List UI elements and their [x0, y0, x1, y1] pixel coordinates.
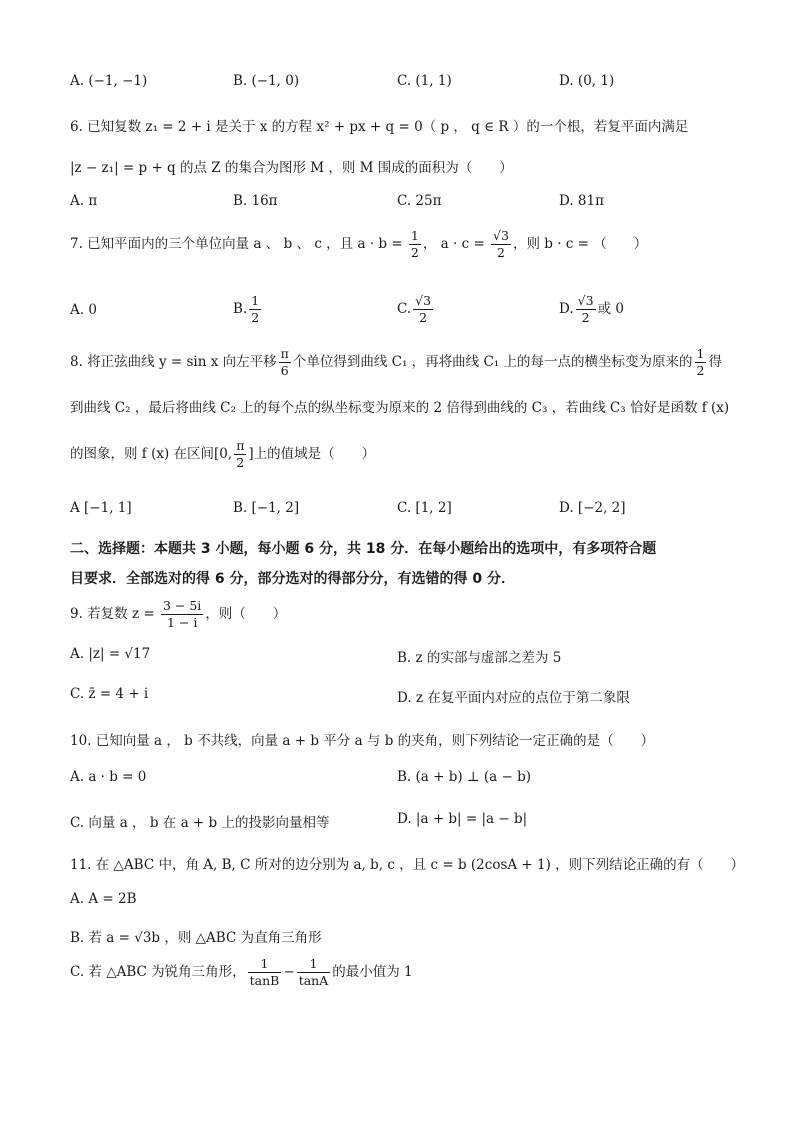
q8-interval-right: ]	[248, 446, 254, 462]
q9-stem	[70, 598, 734, 631]
q7-option-a: A. 0	[70, 302, 97, 318]
q5-option-a: A. (−1, −1)	[70, 73, 148, 89]
q5-option-b: B. (−1, 0)	[233, 73, 300, 89]
q6-option-d: D. 81π	[559, 193, 604, 209]
q6-option-b: B. 16π	[233, 193, 278, 209]
section2-heading-line2: 目要求．全部选对的得 6 分，部分选对的得部分分，有选错的得 0 分．	[70, 571, 515, 587]
q8-frac-pi2-num: π	[236, 438, 245, 453]
q9-frac-num: 3 − 5i	[162, 598, 202, 613]
q7-frac-ab-den: 2	[410, 245, 419, 260]
q8-frac-pi6-num: π	[280, 346, 289, 361]
q7-frac-ab-num: 1	[410, 228, 419, 243]
q7-option-c-label: C.	[397, 301, 412, 317]
q10-option-b: B. (a + b) ⊥ (a − b)	[397, 769, 532, 785]
q11-frac-tana-num: 1	[297, 956, 331, 973]
q7-text-post: ，则 b · c = （ ）	[512, 236, 648, 252]
q7-option-d-den: 2	[581, 310, 590, 325]
q11-stem: 11. 在 △ABC 中，角 A, B, C 所对的边分别为 a, b, c ，且 c = b (2cosA + 1) ，则下列结论正确的有（ ）	[70, 857, 745, 873]
q8-frac-half-den: 2	[696, 363, 705, 378]
q8-stem-line1	[70, 346, 734, 379]
q8-stem-line2: 到曲线 C₂ ，最后将曲线 C₂ 上的每个点的纵坐标变为原来的 2 倍得到曲线的 C₃ ，若曲线 C₃ 恰好是函数 f (x)	[70, 400, 730, 416]
q6-stem-line1: 6. 已知复数 z₁ = 2 + i 是关于 x 的方程 x² + px + q = 0（ p ， q ∈ R ）的一个根，若复平面内满足	[70, 119, 689, 135]
q11-frac-tana	[297, 956, 331, 989]
q7-frac-ac-num: √3	[493, 228, 509, 243]
q9-option-a: A. |z| = √17	[70, 646, 151, 662]
q7-option-b-label: B.	[233, 301, 248, 317]
q8-stem-line3	[70, 438, 734, 471]
q7-option-d	[559, 293, 624, 326]
q7-frac-ac	[491, 228, 511, 261]
q6-stem-line2: |z − z₁| = p + q 的点 Z 的集合为图形 M ，则 M 围成的面积为（ ）	[70, 160, 513, 176]
q9-pre: 9. 若复数 z =	[70, 606, 159, 622]
q7-option-b-num: 1	[251, 293, 260, 308]
q9-frac-den: 1 − i	[166, 615, 198, 630]
q7-option-b-frac	[249, 293, 261, 326]
q8-frac-pi6-den: 6	[280, 363, 289, 378]
q7-option-b	[233, 293, 263, 326]
q10-option-a: A. a · b = 0	[70, 769, 147, 785]
q11-option-c-pre: C. 若 △ABC 为锐角三角形，	[70, 964, 246, 980]
q11-frac-tanb	[248, 956, 282, 989]
q7-text-pre: 7. 已知平面内的三个单位向量 a 、 b 、 c ，且 a · b =	[70, 236, 407, 252]
q7-frac-ac-den: 2	[497, 245, 505, 260]
q10-option-c: C. 向量 a ， b 在 a + b 上的投影向量相等	[70, 815, 330, 831]
q8-line1-post: 得	[708, 354, 722, 370]
q11-option-b: B. 若 a = √3b ，则 △ABC 为直角三角形	[70, 930, 322, 946]
q11-frac-tanb-num: 1	[248, 956, 282, 973]
q8-line1-mid: 个单位得到曲线 C₁ ，再将曲线 C₁ 上的每一点的横坐标变为原来的	[292, 354, 693, 370]
q9-post: ，则（ ）	[205, 606, 287, 622]
q9-frac	[161, 598, 203, 631]
q11-option-a: A. A = 2B	[70, 891, 137, 907]
q7-option-c-den: 2	[419, 310, 428, 325]
q8-option-c: C. [1, 2]	[397, 500, 452, 516]
q7-text-mid: ， a · c =	[422, 236, 490, 252]
q5-option-c: C. (1, 1)	[397, 73, 452, 89]
q8-line1-pre: 8. 将正弦曲线 y = sin x 向左平移	[70, 354, 277, 370]
q7-option-c-num: √3	[415, 293, 432, 308]
q9-option-b: B. z 的实部与虚部之差为 5	[397, 650, 562, 666]
q8-line3-post: 上的值域是（ ）	[253, 446, 376, 462]
q7-option-d-frac	[576, 293, 596, 326]
q7-option-d-label: D.	[559, 301, 574, 317]
q11-frac-tana-den: tanA	[298, 973, 329, 988]
q6-option-c: C. 25π	[397, 193, 442, 209]
q7-option-c-frac	[413, 293, 433, 326]
q7-stem	[70, 228, 734, 261]
q11-frac-tanb-den: tanB	[249, 973, 280, 988]
q5-option-d: D. (0, 1)	[559, 73, 615, 89]
q7-frac-ab	[409, 228, 421, 261]
q8-frac-half-num: 1	[696, 346, 705, 361]
q8-interval-left: [0,	[214, 446, 233, 462]
q11-option-c-post: 的最小值为 1	[332, 964, 413, 980]
q11-minus: −	[283, 964, 295, 980]
q7-option-b-den: 2	[251, 310, 260, 325]
q7-option-d-post: 或 0	[597, 301, 624, 317]
q8-frac-pi2	[234, 438, 246, 471]
q8-frac-pi2-den: 2	[236, 455, 245, 470]
q8-frac-pi6	[279, 346, 291, 379]
q8-option-b: B. [−1, 2]	[233, 500, 300, 516]
q6-option-a: A. π	[70, 193, 98, 209]
q8-line3-pre: 的图象，则 f (x) 在区间	[70, 446, 215, 462]
q7-option-d-num: √3	[577, 293, 594, 308]
q10-option-d: D. |a + b| = |a − b|	[397, 811, 528, 827]
q11-option-c	[70, 956, 734, 989]
q8-frac-half	[695, 346, 707, 379]
q7-option-c	[397, 293, 435, 326]
q8-option-d: D. [−2, 2]	[559, 500, 626, 516]
q10-stem: 10. 已知向量 a ， b 不共线，向量 a + b 平分 a 与 b 的夹角，则下列结论一定正确的是（ ）	[70, 733, 655, 749]
q9-option-c: C. z̄ = 4 + i	[70, 686, 149, 702]
q8-option-a: A [−1, 1]	[70, 500, 132, 516]
q9-option-d: D. z 在复平面内对应的点位于第二象限	[397, 690, 630, 706]
section2-heading-line1: 二、选择题：本题共 3 小题，每小题 6 分，共 18 分．在每小题给出的选项中，有多项符合题	[70, 541, 657, 557]
